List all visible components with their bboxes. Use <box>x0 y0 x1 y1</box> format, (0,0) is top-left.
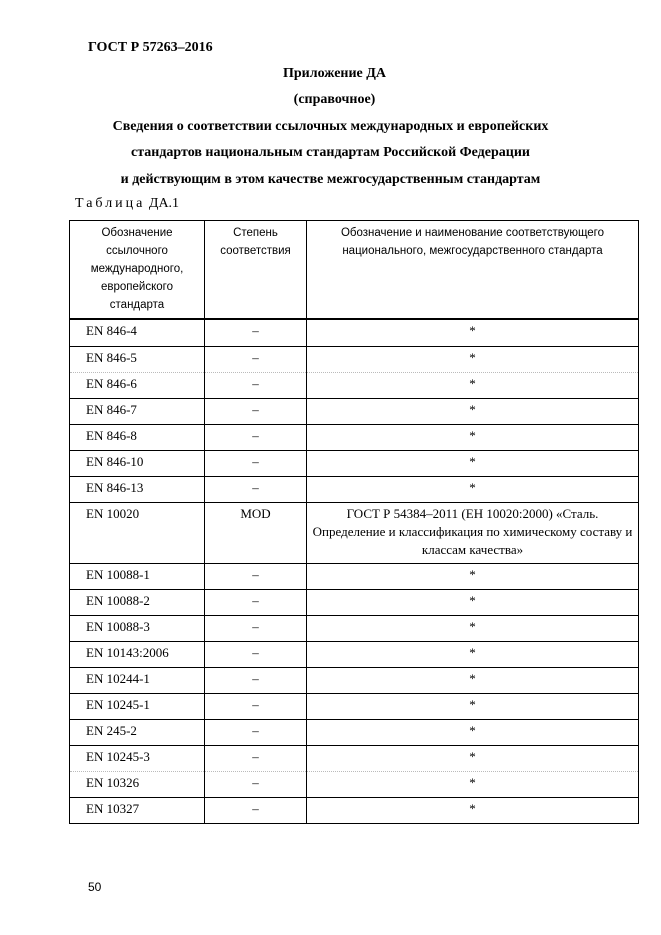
table-row <box>70 616 639 642</box>
reference-standard-cell: EN 10245-3 <box>70 746 205 772</box>
reference-standard-cell: EN 846-4 <box>70 319 205 347</box>
table-label-id: ДА.1 <box>148 196 180 211</box>
degree-cell: – <box>205 616 307 642</box>
table-row <box>70 564 639 590</box>
table-row <box>70 720 639 746</box>
reference-standard-cell: EN 10326 <box>70 772 205 798</box>
national-standard-cell: * <box>307 425 639 451</box>
table-header-row <box>70 221 639 320</box>
table-body <box>70 319 639 824</box>
degree-cell: – <box>205 772 307 798</box>
degree-cell: – <box>205 694 307 720</box>
degree-cell: – <box>205 720 307 746</box>
table-label <box>75 196 179 212</box>
degree-cell: – <box>205 373 307 399</box>
table-row <box>70 772 639 798</box>
reference-standard-cell: EN 10088-3 <box>70 616 205 642</box>
table-row <box>70 590 639 616</box>
reference-standard-cell: EN 846-10 <box>70 451 205 477</box>
table-row <box>70 477 639 503</box>
reference-standard-cell: EN 10143:2006 <box>70 642 205 668</box>
correspondence-table <box>69 220 639 824</box>
degree-cell: – <box>205 319 307 347</box>
degree-cell: – <box>205 590 307 616</box>
table-row <box>70 668 639 694</box>
degree-cell: – <box>205 564 307 590</box>
national-standard-cell: * <box>307 451 639 477</box>
table-row <box>70 373 639 399</box>
reference-standard-cell: EN 10327 <box>70 798 205 824</box>
degree-cell: – <box>205 451 307 477</box>
degree-cell: – <box>205 642 307 668</box>
national-standard-cell: * <box>307 477 639 503</box>
column-header-degree: Степень соответствия <box>205 221 307 320</box>
reference-standard-cell: EN 846-5 <box>70 347 205 373</box>
reference-standard-cell: EN 10020 <box>70 503 205 564</box>
page-number: 50 <box>88 880 102 894</box>
national-standard-cell: * <box>307 347 639 373</box>
appendix-heading-line-1: Сведения о соответствии ссылочных международных и европейских <box>112 119 549 134</box>
degree-cell: – <box>205 668 307 694</box>
reference-standard-cell: EN 846-6 <box>70 373 205 399</box>
reference-standard-cell: EN 10244-1 <box>70 668 205 694</box>
national-standard-cell: * <box>307 668 639 694</box>
degree-cell: – <box>205 347 307 373</box>
degree-cell: – <box>205 425 307 451</box>
table-row <box>70 425 639 451</box>
degree-cell: MOD <box>205 503 307 564</box>
national-standard-cell: * <box>307 798 639 824</box>
national-standard-cell: * <box>307 642 639 668</box>
appendix-heading-line-3: и действующим в этом качестве межгосударственным стандартам <box>120 172 541 187</box>
national-standard-cell: ГОСТ Р 54384–2011 (ЕН 10020:2000) «Сталь. Определение и классификация по химическому составу и классам качества» <box>307 503 639 564</box>
national-standard-cell: * <box>307 564 639 590</box>
table-row <box>70 319 639 347</box>
national-standard-cell: * <box>307 746 639 772</box>
table-row <box>70 503 639 564</box>
document-code: ГОСТ Р 57263–2016 <box>88 40 213 55</box>
reference-standard-cell: EN 846-8 <box>70 425 205 451</box>
appendix-subtitle: (справочное) <box>293 92 376 107</box>
reference-standard-cell: EN 10245-1 <box>70 694 205 720</box>
degree-cell: – <box>205 399 307 425</box>
degree-cell: – <box>205 746 307 772</box>
reference-standard-cell: EN 245-2 <box>70 720 205 746</box>
national-standard-cell: * <box>307 319 639 347</box>
reference-standard-cell: EN 846-13 <box>70 477 205 503</box>
reference-standard-cell: EN 10088-2 <box>70 590 205 616</box>
national-standard-cell: * <box>307 590 639 616</box>
reference-standard-cell: EN 10088-1 <box>70 564 205 590</box>
appendix-heading-line-2: стандартов национальным стандартам Российской Федерации <box>131 145 530 160</box>
national-standard-cell: * <box>307 373 639 399</box>
table-row <box>70 746 639 772</box>
table-row <box>70 694 639 720</box>
degree-cell: – <box>205 477 307 503</box>
table-row <box>70 798 639 824</box>
table-row <box>70 399 639 425</box>
column-header-reference-standard: Обозначение ссылочного международного, европейского стандарта <box>70 221 205 320</box>
national-standard-cell: * <box>307 720 639 746</box>
degree-cell: – <box>205 798 307 824</box>
national-standard-cell: * <box>307 616 639 642</box>
table-row <box>70 347 639 373</box>
column-header-national-standard: Обозначение и наименование соответствующего национального, межгосударственного стандарта <box>307 221 639 320</box>
reference-standard-cell: EN 846-7 <box>70 399 205 425</box>
national-standard-cell: * <box>307 694 639 720</box>
table-row <box>70 642 639 668</box>
appendix-title: Приложение ДА <box>282 66 387 81</box>
national-standard-cell: * <box>307 399 639 425</box>
national-standard-cell: * <box>307 772 639 798</box>
table-label-prefix: Таблица <box>75 196 146 211</box>
table-row <box>70 451 639 477</box>
